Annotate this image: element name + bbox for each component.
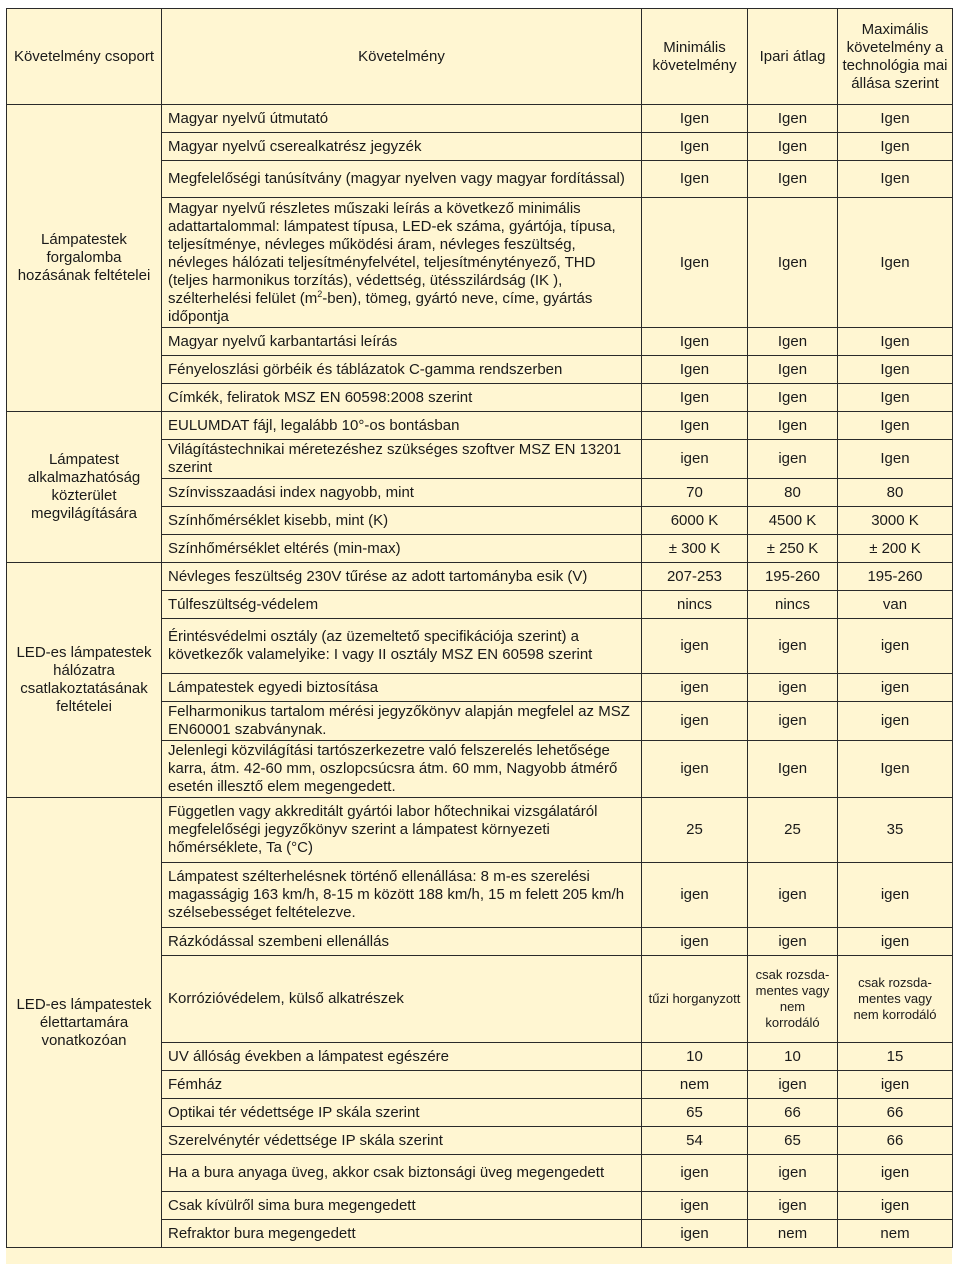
avg-value-cell: Igen: [748, 741, 838, 798]
avg-value-cell: Igen: [748, 356, 838, 384]
avg-value-cell: Igen: [748, 384, 838, 412]
avg-value-cell: Igen: [748, 412, 838, 440]
min-value-cell: nem: [642, 1071, 748, 1099]
min-value-cell: 207-253: [642, 563, 748, 591]
superscript: 2: [317, 288, 323, 299]
avg-value-cell: igen: [748, 702, 838, 741]
min-value-cell: igen: [642, 440, 748, 479]
avg-value-cell: igen: [748, 674, 838, 702]
min-value-cell: Igen: [642, 384, 748, 412]
min-value-cell: 70: [642, 479, 748, 507]
min-value-cell: Igen: [642, 412, 748, 440]
requirement-cell: Világítástechnikai méretezéshez szükséges szoftver MSZ EN 13201 szerint: [162, 440, 642, 479]
max-value-cell: igen: [838, 619, 953, 674]
group-name: Lámpatest alkalmazhatóság közterület megvilágítására: [7, 412, 162, 563]
min-value-cell: Igen: [642, 198, 748, 328]
avg-value-cell: 65: [748, 1127, 838, 1155]
avg-value-cell: igen: [748, 619, 838, 674]
min-value-cell: 25: [642, 798, 748, 863]
requirement-cell: Színhőmérséklet eltérés (min-max): [162, 535, 642, 563]
min-value-cell: Igen: [642, 105, 748, 133]
min-value-cell: Igen: [642, 161, 748, 198]
requirement-cell: Fényeloszlási görbéik és táblázatok C-gamma rendszerben: [162, 356, 642, 384]
requirement-cell: Lámpatest szélterhelésnek történő ellenállása: 8 m-es szerelési magasságig 163 km/h, 8-15 m között 188 km/h, 15 m felett 205 km/h szélsebességet feltételezve.: [162, 863, 642, 928]
table-row: [7, 105, 953, 133]
avg-value-cell: csak rozsda- mentes vagy nem korrodáló: [748, 956, 838, 1043]
requirement-cell: Korrózióvédelem, külső alkatrészek: [162, 956, 642, 1043]
avg-value-cell: igen: [748, 928, 838, 956]
requirement-cell: Független vagy akkreditált gyártói labor hőtechnikai vizsgálatáról megfelelőségi jegyzőkönyv szerint a lámpatest környezeti hőmérséklete, Ta (°C): [162, 798, 642, 863]
requirement-cell: Lámpatestek egyedi biztosítása: [162, 674, 642, 702]
requirement-cell: Magyar nyelvű karbantartási leírás: [162, 328, 642, 356]
max-value-cell: 66: [838, 1127, 953, 1155]
max-value-cell: Igen: [838, 328, 953, 356]
table-row: [7, 563, 953, 591]
requirement-cell: Megfelelőségi tanúsítvány (magyar nyelven vagy magyar fordítással): [162, 161, 642, 198]
requirement-cell: Színvisszaadási index nagyobb, mint: [162, 479, 642, 507]
min-value-cell: ± 300 K: [642, 535, 748, 563]
max-value-cell: igen: [838, 1155, 953, 1192]
table-row: [7, 412, 953, 440]
min-value-cell: 10: [642, 1043, 748, 1071]
requirement-cell: Felharmonikus tartalom mérési jegyzőkönyv alapján megfelel az MSZ EN60001 szabványnak.: [162, 702, 642, 741]
min-value-cell: igen: [642, 674, 748, 702]
avg-value-cell: Igen: [748, 161, 838, 198]
max-value-cell: 3000 K: [838, 507, 953, 535]
max-value-cell: Igen: [838, 133, 953, 161]
max-value-cell: 66: [838, 1099, 953, 1127]
max-value-cell: Igen: [838, 105, 953, 133]
min-value-cell: Igen: [642, 356, 748, 384]
min-value-cell: 65: [642, 1099, 748, 1127]
max-value-cell: 80: [838, 479, 953, 507]
max-value-cell: igen: [838, 674, 953, 702]
max-value-cell: Igen: [838, 198, 953, 328]
requirement-cell: UV állóság években a lámpatest egészére: [162, 1043, 642, 1071]
requirement-cell: Színhőmérséklet kisebb, mint (K): [162, 507, 642, 535]
requirements-table: [6, 8, 953, 1248]
avg-value-cell: 10: [748, 1043, 838, 1071]
min-value-cell: igen: [642, 619, 748, 674]
min-value-cell: Igen: [642, 133, 748, 161]
min-value-cell: igen: [642, 702, 748, 741]
avg-value-cell: 80: [748, 479, 838, 507]
max-value-cell: igen: [838, 863, 953, 928]
min-value-cell: tűzi horganyzott: [642, 956, 748, 1043]
max-value-cell: nem: [838, 1220, 953, 1248]
max-value-cell: Igen: [838, 440, 953, 479]
max-value-cell: 195-260: [838, 563, 953, 591]
max-value-cell: csak rozsda- mentes vagy nem korrodáló: [838, 956, 953, 1043]
requirements-table-container: [6, 8, 952, 1264]
group-name: LED-es lámpatestek élettartamára vonatkozóan: [7, 798, 162, 1248]
avg-value-cell: Igen: [748, 133, 838, 161]
max-value-cell: igen: [838, 928, 953, 956]
requirement-cell: Névleges feszültség 230V tűrése az adott tartományba esik (V): [162, 563, 642, 591]
avg-value-cell: igen: [748, 1071, 838, 1099]
avg-value-cell: Igen: [748, 105, 838, 133]
max-value-cell: van: [838, 591, 953, 619]
requirement-cell: Szerelvénytér védettsége IP skála szerint: [162, 1127, 642, 1155]
min-value-cell: 54: [642, 1127, 748, 1155]
max-value-cell: Igen: [838, 412, 953, 440]
table-row: [7, 798, 953, 863]
max-value-cell: Igen: [838, 384, 953, 412]
header-avg: Ipari átlag: [748, 9, 838, 105]
min-value-cell: igen: [642, 741, 748, 798]
max-value-cell: igen: [838, 1071, 953, 1099]
requirement-cell: Rázkódással szembeni ellenállás: [162, 928, 642, 956]
min-value-cell: nincs: [642, 591, 748, 619]
max-value-cell: 35: [838, 798, 953, 863]
min-value-cell: igen: [642, 1220, 748, 1248]
header-row: [7, 9, 953, 105]
requirement-cell: Optikai tér védettsége IP skála szerint: [162, 1099, 642, 1127]
requirement-cell: Túlfeszültség-védelem: [162, 591, 642, 619]
avg-value-cell: Igen: [748, 198, 838, 328]
requirement-cell: Címkék, feliratok MSZ EN 60598:2008 szerint: [162, 384, 642, 412]
max-value-cell: igen: [838, 702, 953, 741]
avg-value-cell: Igen: [748, 328, 838, 356]
min-value-cell: igen: [642, 1155, 748, 1192]
max-value-cell: Igen: [838, 161, 953, 198]
max-value-cell: ± 200 K: [838, 535, 953, 563]
requirement-cell: Magyar nyelvű részletes műszaki leírás a következő minimális adattartalommal: lámpatest típusa, LED-ek száma, gyártója, típusa, teljesítménye, névleges működési áram, névleges feszültség, névleges hálózati teljesítményfelvétel, teljesítménytényező, THD (teljes harmonikus torzítás), védettség, ütésszilárdság (IK ), szélterhelési felület $(m^2-ben)$, tömeg, gyártó neve, címe, gyártás időpontja: [162, 198, 642, 328]
header-group: Követelmény csoport: [7, 9, 162, 105]
requirement-cell: Fémház: [162, 1071, 642, 1099]
requirement-cell: Érintésvédelmi osztály (az üzemeltető specifikációja szerint) a következők valamelyike: I vagy II osztály MSZ EN 60598 szerint: [162, 619, 642, 674]
table-body: [7, 105, 953, 1248]
requirement-cell: EULUMDAT fájl, legalább 10°-os bontásban: [162, 412, 642, 440]
header-max: Maximális követelmény a technológia mai állása szerint: [838, 9, 953, 105]
avg-value-cell: igen: [748, 863, 838, 928]
requirement-cell: Jelenlegi közvilágítási tartószerkezetre való felszerelés lehetősége karra, átm. 42-60 mm, oszlopcsúcsra átm. 60 mm, Nagyobb átmérő esetén illesztő elem megengedett.: [162, 741, 642, 798]
max-value-cell: igen: [838, 1192, 953, 1220]
requirement-cell: Refraktor bura megengedett: [162, 1220, 642, 1248]
avg-value-cell: nem: [748, 1220, 838, 1248]
min-value-cell: igen: [642, 1192, 748, 1220]
avg-value-cell: igen: [748, 1155, 838, 1192]
min-value-cell: 6000 K: [642, 507, 748, 535]
max-value-cell: Igen: [838, 356, 953, 384]
min-value-cell: igen: [642, 863, 748, 928]
avg-value-cell: nincs: [748, 591, 838, 619]
group-name: Lámpatestek forgalomba hozásának feltételei: [7, 105, 162, 412]
avg-value-cell: ± 250 K: [748, 535, 838, 563]
requirement-cell: Ha a bura anyaga üveg, akkor csak biztonsági üveg megengedett: [162, 1155, 642, 1192]
max-value-cell: 15: [838, 1043, 953, 1071]
requirement-cell: Magyar nyelvű útmutató: [162, 105, 642, 133]
min-value-cell: igen: [642, 928, 748, 956]
requirement-cell: Magyar nyelvű cserealkatrész jegyzék: [162, 133, 642, 161]
group-name: LED-es lámpatestek hálózatra csatlakoztatásának feltételei: [7, 563, 162, 798]
max-value-cell: Igen: [838, 741, 953, 798]
avg-value-cell: 4500 K: [748, 507, 838, 535]
avg-value-cell: igen: [748, 1192, 838, 1220]
header-min: Minimális követelmény: [642, 9, 748, 105]
requirement-cell: Csak kívülről sima bura megengedett: [162, 1192, 642, 1220]
avg-value-cell: 195-260: [748, 563, 838, 591]
avg-value-cell: 66: [748, 1099, 838, 1127]
header-requirement: Követelmény: [162, 9, 642, 105]
avg-value-cell: igen: [748, 440, 838, 479]
avg-value-cell: 25: [748, 798, 838, 863]
min-value-cell: Igen: [642, 328, 748, 356]
